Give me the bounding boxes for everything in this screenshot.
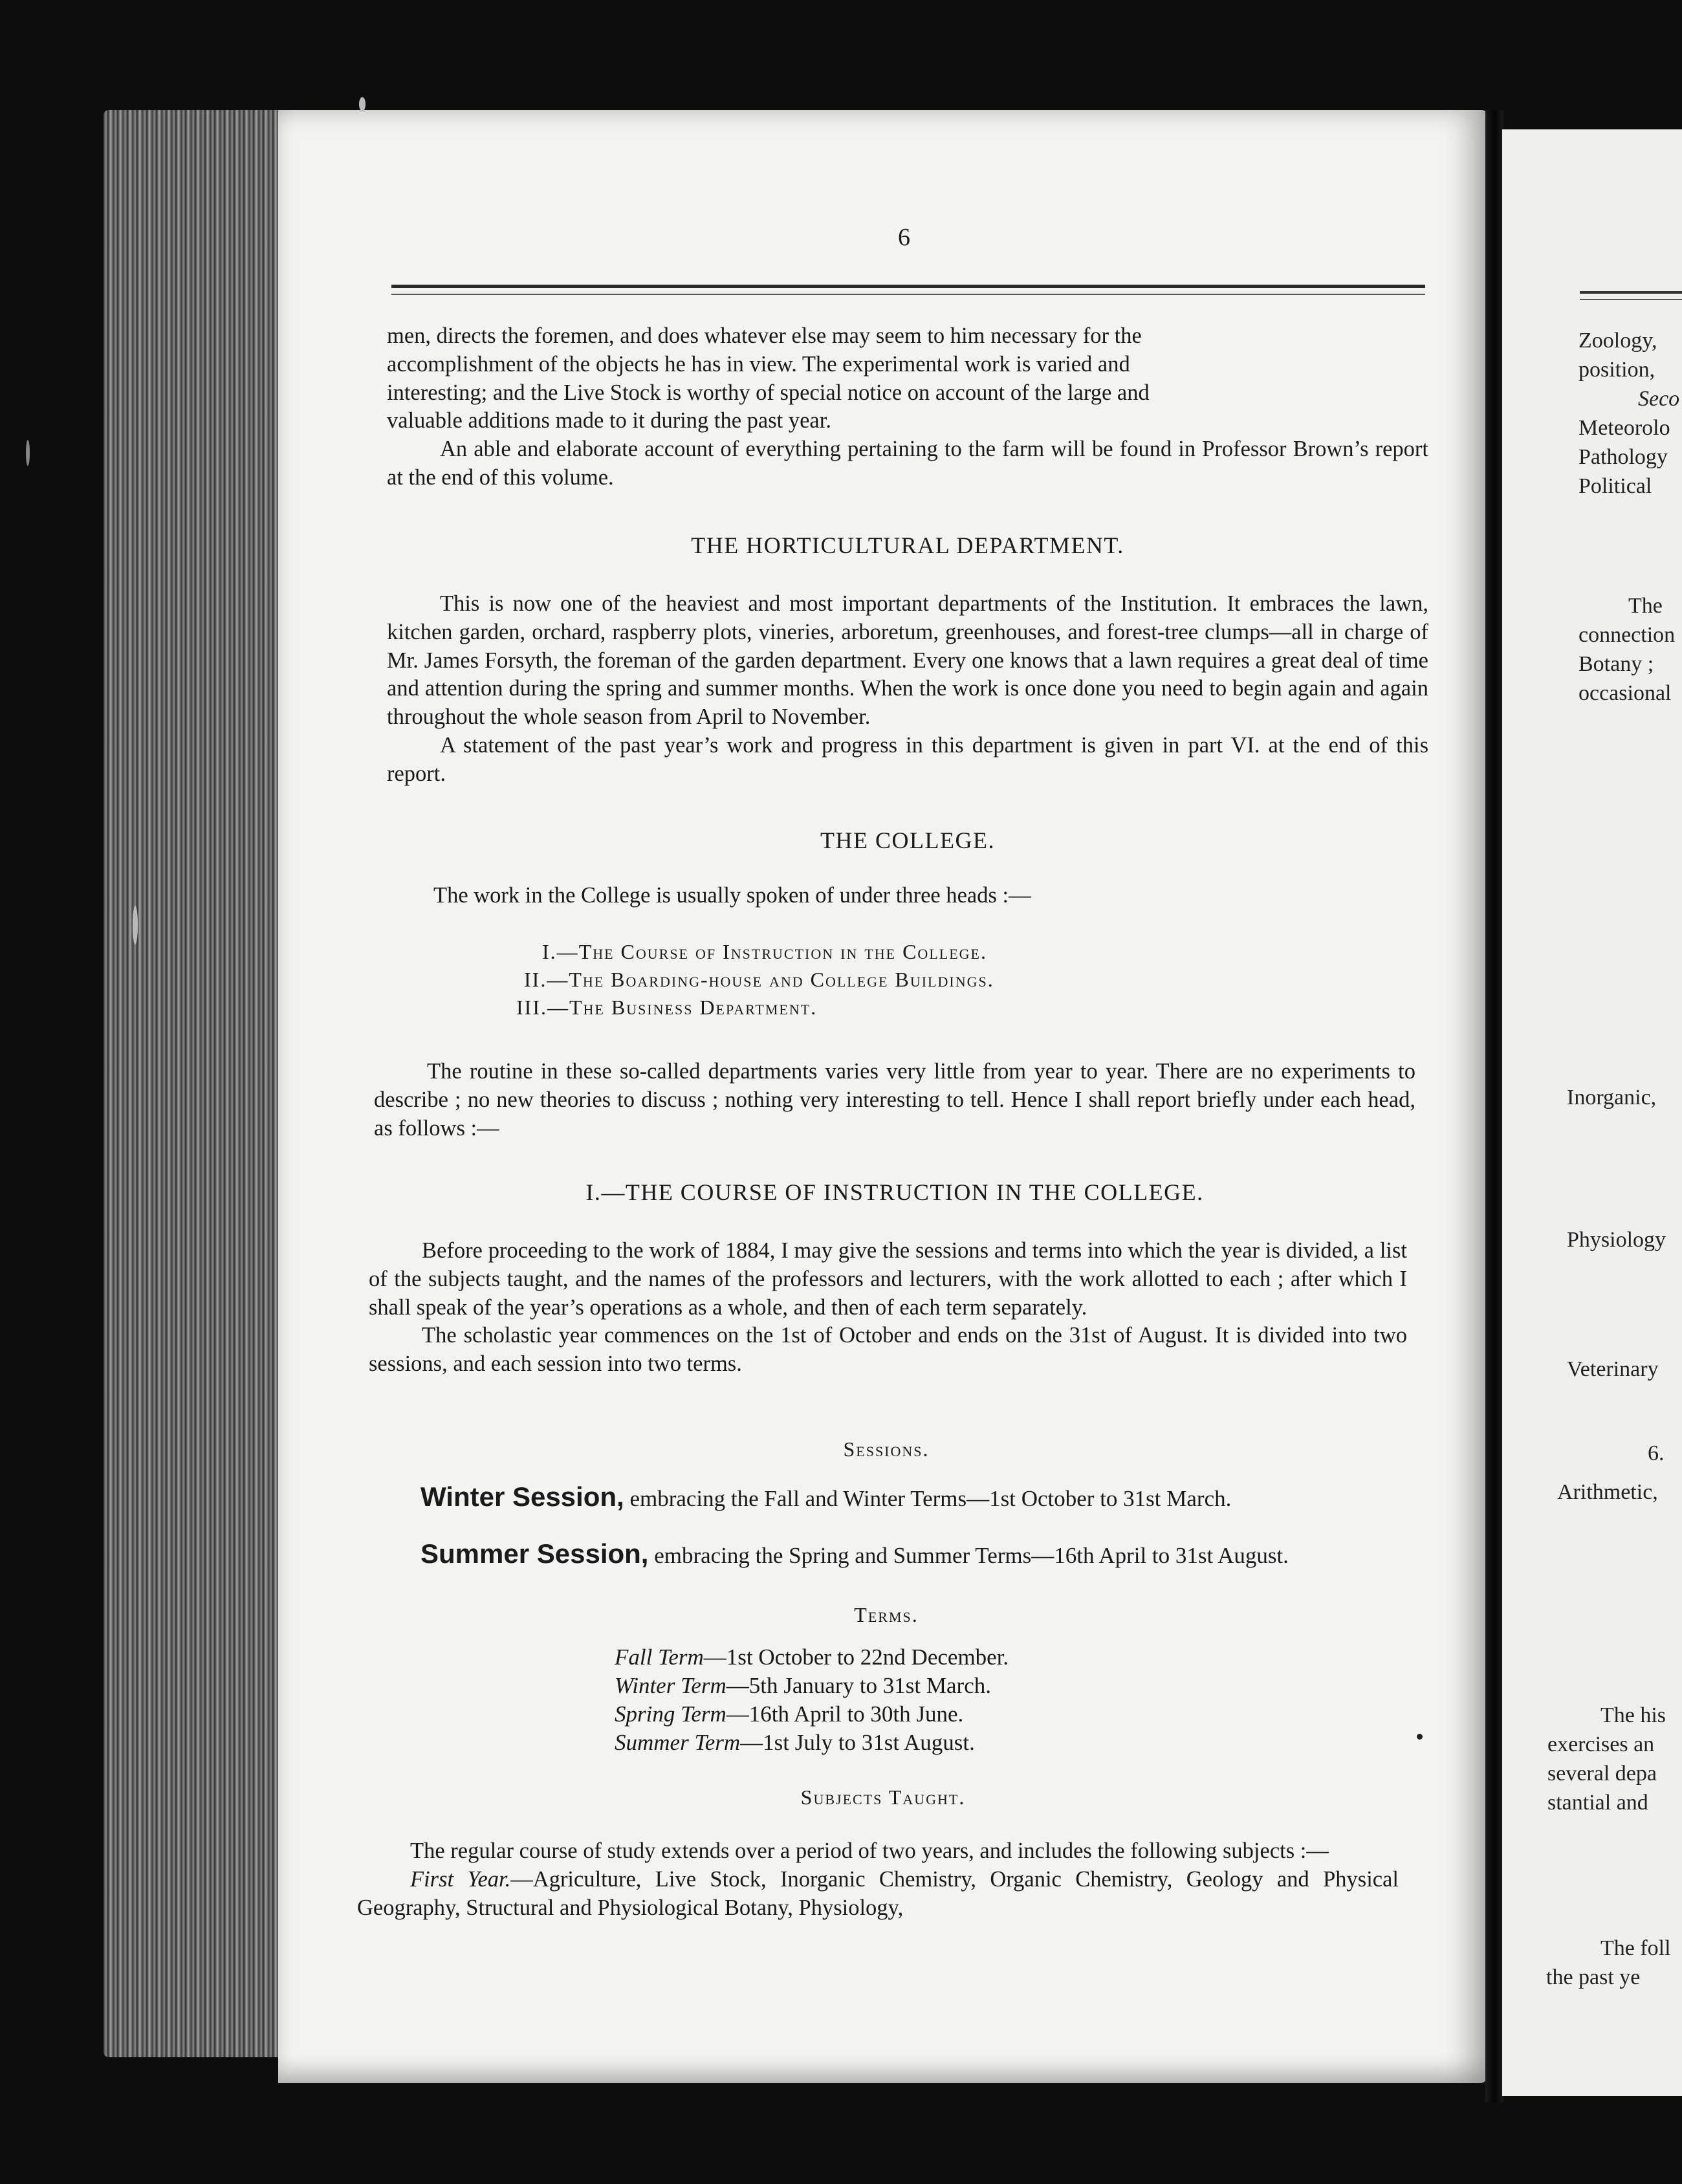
horticultural-paragraph [387,590,1428,789]
scan-speck [1417,1734,1423,1740]
term-item [615,1700,1009,1729]
first-year-subjects [357,1866,1399,1923]
facing-fragment: stantial and [1547,1791,1648,1815]
course-paragraph [369,1237,1407,1379]
terms-heading: Terms. [854,1603,919,1626]
term-name: Fall Term [615,1644,704,1670]
facing-fragment: Zoology, [1578,329,1657,353]
opening-paragraph [387,322,1428,492]
facing-fragment: exercises an [1547,1732,1655,1756]
facing-fragment: The [1628,594,1663,618]
facing-fragment: Physiology [1567,1228,1666,1252]
text-line: interesting; and the Live Stock is worthy of special notice on account of the large and [387,380,1150,405]
term-name: Summer Term [615,1730,741,1755]
facing-fragment: Political [1578,474,1652,498]
facing-page-rule [1580,291,1682,294]
routine-text: The routine in these so-called departments varies very little from year to year. There are no experiments to describe ; no new theories to discuss ; nothing very interesting to tell. Hence I shall report briefly under each head, as follows :— [374,1059,1415,1141]
facing-fragment: Pathology [1578,445,1668,469]
facing-fragment: 6. [1648,1441,1665,1465]
facing-fragment: occasional [1578,681,1672,705]
term-dates: —16th April to 30th June. [726,1701,964,1727]
facing-page-rule [1580,299,1682,300]
course-intro: Before proceeding to the work of 1884, I may give the sessions and terms into which the year is divided, a list of the subjects taught, and the names of the professors and lecturers, with the work allotted to each ; after which I shall speak of the year’s operations as a whole, and then of each term separately. [369,1238,1407,1320]
facing-fragment: Veterinary [1567,1357,1659,1381]
term-item [615,1729,1009,1757]
facing-page [1502,129,1682,2096]
text-line: men, directs the foremen, and does whatever else may seem to him necessary for the [387,323,1142,348]
division-item: I.—The Course of Instruction in the College. [542,940,987,963]
scholastic-year: The scholastic year commences on the 1st of October and ends on the 31st of August. It is divided into two sessions, and each session into two terms. [369,1323,1407,1377]
scan-speck [359,97,366,111]
term-dates: —1st October to 22nd December. [703,1644,1009,1670]
division-item: II.—The Boarding-house and College Buildings. [524,968,994,991]
summer-session-text: embracing the Spring and Summer Terms—16th April to 31st August. [654,1543,1289,1568]
section-heading-course: I.—THE COURSE OF INSTRUCTION IN THE COLLEGE. [585,1179,1204,1205]
facing-fragment: Botany ; [1578,652,1654,676]
farm-report-note: An able and elaborate account of everything pertaining to the farm will be found in Professor Brown’s report at the end of this volume. [387,437,1428,490]
term-name: Spring Term [615,1701,726,1727]
subjects-intro: The regular course of study extends over a period of two years, and includes the following subjects :— [410,1839,1329,1863]
terms-list [615,1643,1009,1757]
summer-session [366,1540,1401,1570]
term-dates: —1st July to 31st August. [740,1730,975,1755]
term-name: Winter Term [615,1673,726,1698]
first-year-label: First Year. [410,1866,511,1892]
winter-session [366,1483,1401,1513]
facing-fragment: several depa [1547,1762,1657,1785]
text-line: valuable additions made to it during the past year. [387,408,831,433]
subjects-paragraph [357,1837,1399,1922]
horticultural-description: This is now one of the heaviest and most important departments of the Institution. It embraces the lawn, kitchen garden, orchard, raspberry plots, vineries, arboretum, greenhouses, and forest-tree clumps—all in charge of Mr. James Forsyth, the foreman of the garden department. Every one knows that a lawn requires a great deal of time and attention during the spring and summer months. When the work is once done you need to begin again and again throughout the whole season from April to November. [387,591,1428,730]
facing-fragment: Meteorolo [1578,416,1670,440]
facing-fragment: The his [1600,1703,1666,1727]
header-rule [391,294,1425,295]
winter-session-label: Winter Session, [420,1481,624,1512]
facing-fragment: Arithmetic, [1557,1480,1658,1504]
college-intro: The work in the College is usually spoken of under three heads :— [433,883,1031,908]
routine-paragraph [374,1058,1415,1142]
first-year-text: —Agriculture, Live Stock, Inorganic Chemistry, Organic Chemistry, Geology and Physical Geography, Structural and Physiological Botany, Physiology, [357,1866,1399,1920]
facing-fragment: Inorganic, [1567,1086,1657,1109]
header-rule [391,285,1425,288]
term-item [615,1672,1009,1700]
section-heading-college: THE COLLEGE. [820,827,995,853]
facing-fragment: The foll [1600,1936,1671,1960]
section-heading-horticultural: THE HORTICULTURAL DEPARTMENT. [691,532,1124,558]
text-line: accomplishment of the objects he has in view. The experimental work is varied and [387,351,1130,377]
facing-fragment: Seco [1638,387,1680,411]
facing-fragment: position, [1578,358,1655,382]
term-item [615,1643,1009,1672]
page-number: 6 [898,224,910,251]
winter-session-text: embracing the Fall and Winter Terms—1st October to 31st March. [629,1486,1232,1511]
book-gutter [1485,110,1503,2102]
facing-fragment: the past ye [1546,1965,1641,1989]
horticultural-statement: A statement of the past year’s work and progress in this department is given in part VI. at the end of this report. [387,732,1428,786]
scan-speck [26,440,30,466]
division-item: III.—The Business Department. [516,996,818,1019]
scan-speck [133,906,138,945]
college-divisions [505,938,994,1021]
facing-fragment: connection [1578,623,1676,647]
sessions-heading: Sessions. [843,1437,930,1461]
summer-session-label: Summer Session, [420,1538,649,1569]
term-dates: —5th January to 31st March. [726,1673,991,1698]
subjects-heading: Subjects Taught. [800,1785,966,1809]
